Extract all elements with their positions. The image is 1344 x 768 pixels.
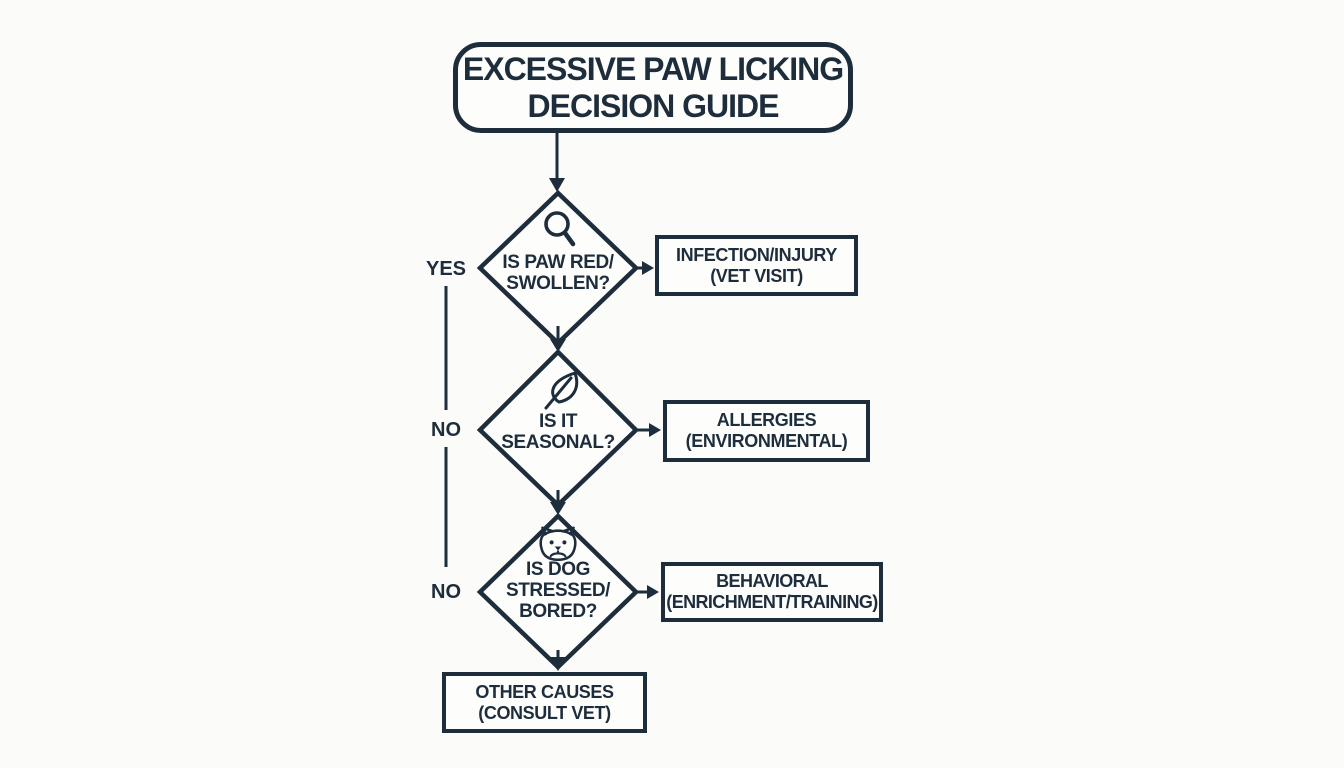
leaf-icon (538, 368, 584, 412)
decision-2-question (478, 411, 638, 453)
decision-3-question (478, 559, 638, 622)
decision-3-line1: IS DOG (525, 559, 591, 580)
branch-label-yes: YES (425, 258, 467, 280)
outcome-2-line1: ALLERGIES (716, 410, 817, 430)
arrowhead-title-to-decision1 (549, 178, 565, 192)
outcome-3-line2: (ENRICHMENT/TRAINING) (666, 592, 878, 612)
arrowhead-decision1-to-outcome1 (642, 261, 654, 275)
arrowhead-decision2-to-decision3 (550, 502, 566, 515)
outcome-final-line2: (CONSULT VET) (478, 702, 611, 723)
title-line2: DECISION GUIDE (527, 87, 779, 124)
decision-3-line3: BORED? (519, 601, 597, 622)
arrowhead-decision2-to-outcome2 (649, 423, 661, 437)
decision-1-question (478, 252, 638, 294)
decision-1-line1: IS PAW RED/ (502, 252, 614, 273)
outcome-1-line1: INFECTION/INJURY (676, 244, 837, 265)
outcome-2-line2: (ENVIRONMENTAL) (685, 431, 848, 451)
decision-2-line2: SEASONAL? (501, 432, 615, 453)
magnifier-icon (538, 208, 578, 252)
decision-1-line2: SWOLLEN? (506, 273, 610, 294)
decision-2-line1: IS IT (538, 411, 578, 432)
arrowhead-decision3-to-outcome3 (647, 585, 659, 599)
branch-label-no-2: NO (431, 581, 461, 603)
arrowhead-decision1-to-decision2 (550, 339, 566, 352)
outcome-3-line1: BEHAVIORAL (716, 571, 828, 591)
branch-label-no-1: NO (431, 419, 461, 441)
title-box (453, 42, 853, 133)
outcome-box-infection-injury (655, 235, 858, 296)
outcome-1-line2: (VET VISIT) (710, 265, 803, 286)
title-line1: EXCESSIVE PAW LICKING (462, 50, 844, 87)
outcome-box-other-causes (442, 672, 647, 733)
outcome-final-line1: OTHER CAUSES (475, 681, 614, 702)
outcome-box-behavioral (661, 562, 883, 622)
decision-3-line2: STRESSED/ (505, 580, 611, 601)
outcome-box-allergies (663, 400, 870, 462)
